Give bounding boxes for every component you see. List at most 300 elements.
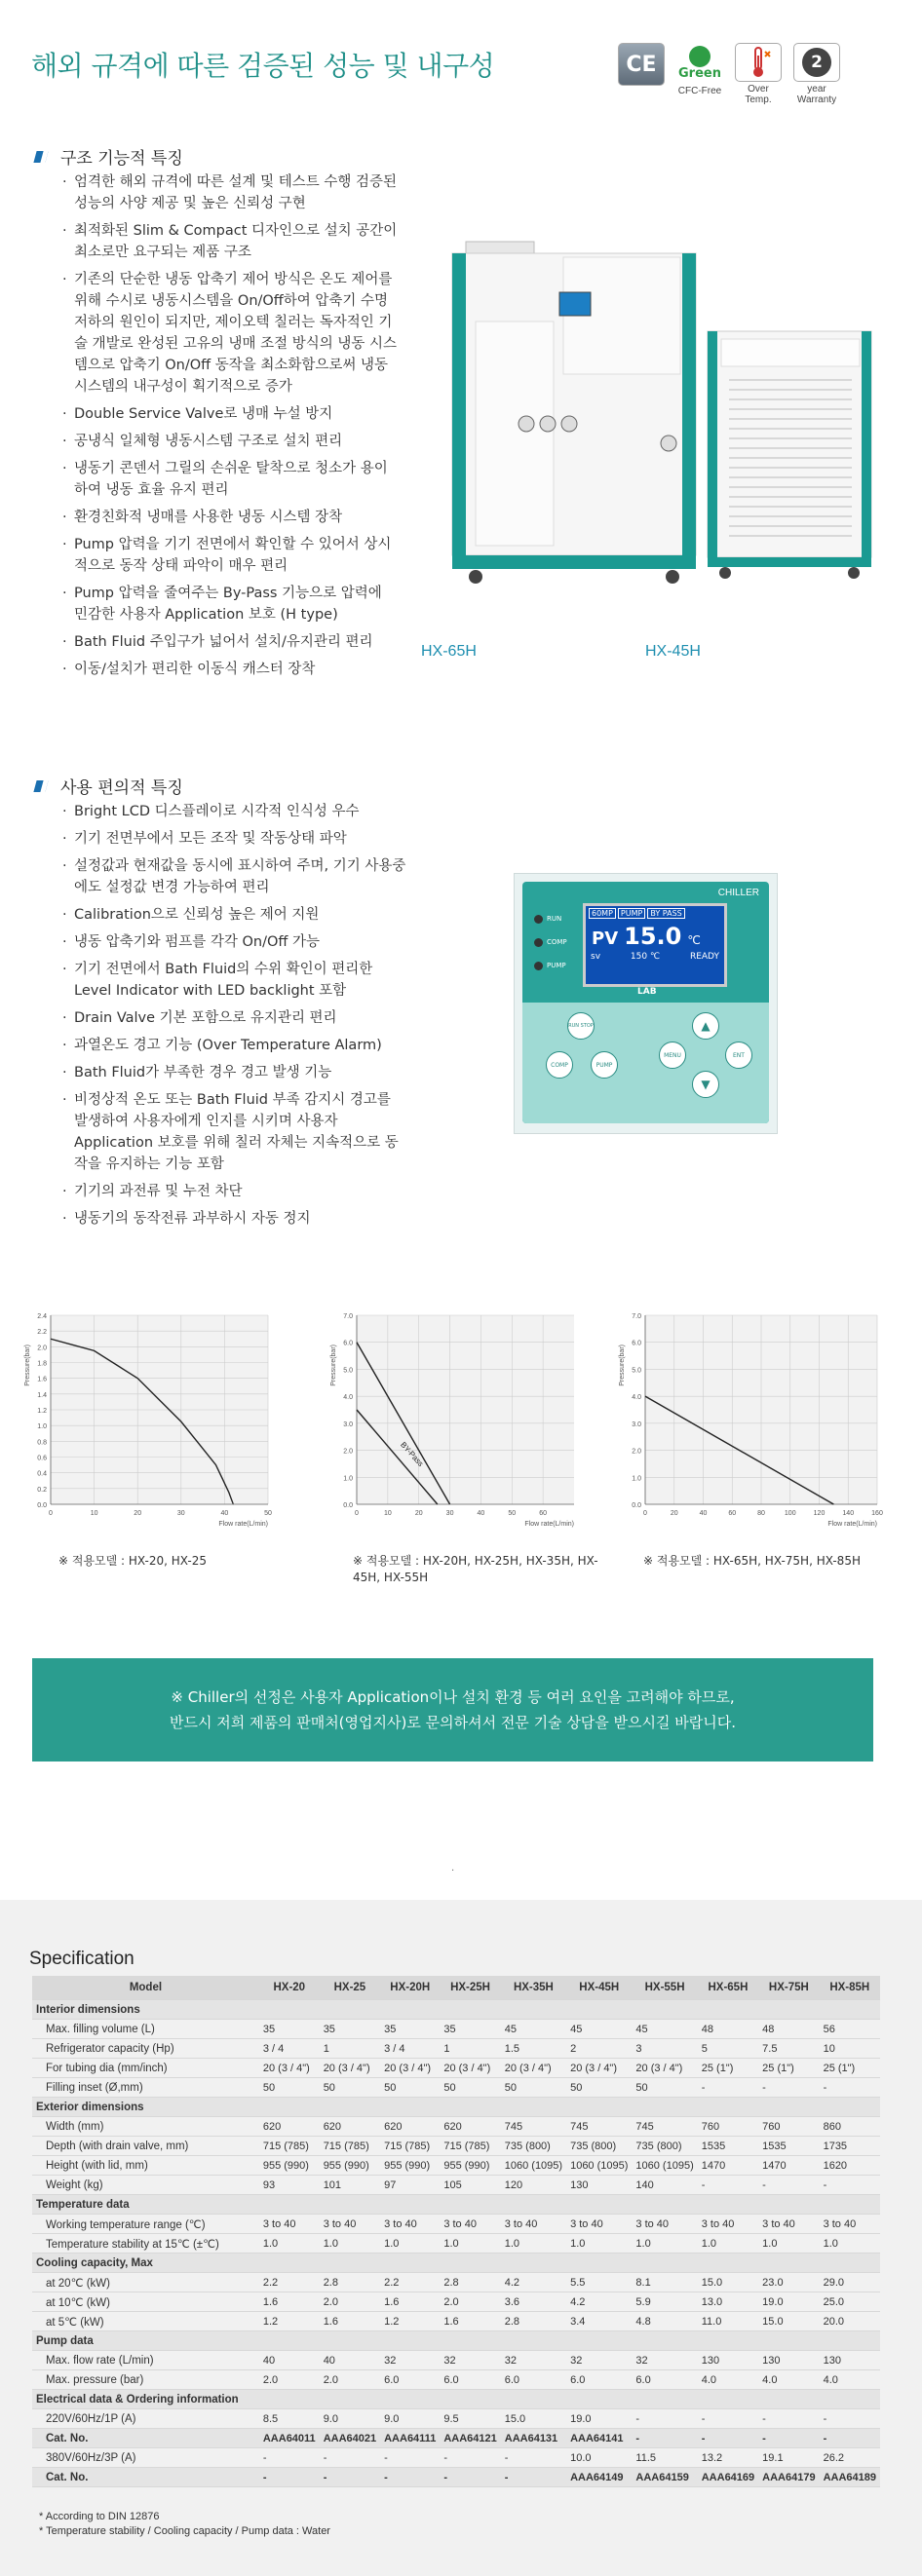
spec-cell: 3 to 40 (698, 2215, 758, 2234)
y-tick-label: 0.6 (37, 1455, 47, 1462)
spec-cell: 2.8 (501, 2312, 566, 2331)
spec-cell: 1060 (1095) (501, 2156, 566, 2176)
spec-cell: 9.5 (440, 2409, 500, 2429)
y-tick-label: 0.2 (37, 1486, 47, 1494)
spec-header-row (32, 1976, 880, 2000)
spec-cell: 2.0 (320, 2370, 380, 2390)
spec-cell: 4.2 (566, 2292, 632, 2312)
list-item: · 엄격한 해외 규격에 따른 설계 및 테스트 수행 검증된 성능의 사양 제공 및 높은 신뢰성 구현 (62, 171, 399, 214)
list-item: · 공냉식 일체형 냉동시스템 구조로 설치 편리 (62, 431, 399, 452)
spec-cell: 3 to 40 (259, 2215, 320, 2234)
over-temp-badge (734, 43, 783, 105)
spec-cell: 955 (990) (440, 2156, 500, 2176)
x-tick-label: 50 (508, 1510, 517, 1517)
green-label: Green (678, 66, 721, 81)
y-tick-label: 7.0 (632, 1313, 641, 1320)
spec-cell: 620 (259, 2117, 320, 2137)
spec-cell: 5 (698, 2039, 758, 2059)
spec-cell: 45 (501, 2020, 566, 2039)
spec-header-cell: HX-20H (380, 1976, 440, 2000)
y-tick-label: 1.0 (37, 1423, 47, 1431)
structure-feature-list (62, 171, 399, 686)
table-row (32, 2234, 880, 2254)
panel-brand: CHILLER (717, 888, 759, 898)
spec-cell: - (259, 2448, 320, 2468)
spec-cell: 50 (320, 2078, 380, 2098)
spec-cell: 130 (758, 2351, 819, 2370)
spec-row-label: Temperature stability at 15℃ (±℃) (32, 2234, 259, 2254)
spec-cell: - (820, 2409, 880, 2429)
x-axis-label: Flow rate(L/min) (827, 1521, 877, 1528)
spec-cell: 8.1 (632, 2273, 697, 2292)
y-tick-label: 0.4 (37, 1470, 47, 1478)
two-year-warranty-icon (793, 43, 840, 82)
run-light-icon (534, 915, 543, 924)
spec-cell: 1 (440, 2039, 500, 2059)
spec-cell: - (380, 2468, 440, 2487)
caption-hx-65h: HX-65H (421, 643, 477, 660)
spec-table (32, 1976, 880, 2487)
pump-button-label: PUMP (595, 1061, 613, 1069)
spec-cell: 955 (990) (259, 2156, 320, 2176)
spec-cell: 735 (800) (501, 2137, 566, 2156)
x-tick-label: 60 (539, 1510, 548, 1517)
spec-cell: 9.0 (380, 2409, 440, 2429)
spec-cell: 20 (3 / 4") (380, 2059, 440, 2078)
table-row (32, 2156, 880, 2176)
spec-cell: 1.0 (632, 2234, 697, 2254)
spec-header-cell: HX-65H (698, 1976, 758, 2000)
list-item: · Pump 압력을 기기 전면에서 확인할 수 있어서 상시적으로 동작 상태 파악이 매우 편리 (62, 534, 399, 577)
x-tick-label: 10 (90, 1510, 98, 1517)
spec-cell: - (758, 2409, 819, 2429)
spec-cell: 19.0 (758, 2292, 819, 2312)
spec-cell: - (632, 2429, 697, 2448)
spec-cell: 1535 (758, 2137, 819, 2156)
list-item: · 비정상적 온도 또는 Bath Fluid 부족 감지시 경고를 발생하여 사용자에게 인지를 시키며 사용자 Application 보호를 위해 칠러 자체는 지속적으로 동작을 유지하는 기능 포함 (62, 1089, 408, 1175)
spec-cell: 3 (632, 2039, 697, 2059)
spec-cell: 26.2 (820, 2448, 880, 2468)
x-tick-label: 30 (176, 1510, 185, 1517)
spec-cell: - (698, 2176, 758, 2195)
down-button[interactable] (692, 1071, 719, 1098)
list-item: · 냉동기의 동작전류 과부하시 자동 정지 (62, 1208, 408, 1230)
spec-cell: 3 to 40 (501, 2215, 566, 2234)
spec-cell: 20 (3 / 4") (320, 2059, 380, 2078)
spec-cell: 35 (320, 2020, 380, 2039)
spec-cell: 3.4 (566, 2312, 632, 2331)
spec-cell: 1.0 (820, 2234, 880, 2254)
spec-cell: 2.8 (320, 2273, 380, 2292)
spec-cell: 40 (259, 2351, 320, 2370)
spec-row-label: Filling inset (Ø,mm) (32, 2078, 259, 2098)
list-item: · 환경친화적 냉매를 사용한 냉동 시스템 장착 (62, 507, 399, 528)
spec-cell: 1470 (758, 2156, 819, 2176)
spec-cell: 20 (3 / 4") (632, 2059, 697, 2078)
y-tick-label: 2.0 (343, 1448, 353, 1456)
pump-light-icon (534, 962, 543, 970)
spec-cell: 760 (698, 2117, 758, 2137)
spec-cell: 35 (380, 2020, 440, 2039)
spec-cell: 4.8 (632, 2312, 697, 2331)
spec-cell: 1060 (1095) (566, 2156, 632, 2176)
spec-row-label: Max. pressure (bar) (32, 2370, 259, 2390)
spec-footnotes (39, 2510, 330, 2539)
spec-cell: 1470 (698, 2156, 758, 2176)
x-tick-label: 20 (670, 1510, 678, 1517)
spec-cell: 3 / 4 (259, 2039, 320, 2059)
y-tick-label: 1.6 (37, 1376, 47, 1383)
list-item: · Bath Fluid 주입구가 넓어서 설치/유지관리 편리 (62, 631, 399, 653)
green-badge (675, 43, 724, 105)
y-tick-label: 1.4 (37, 1391, 47, 1399)
spec-cell: 1.0 (380, 2234, 440, 2254)
spec-cell: 8.5 (259, 2409, 320, 2429)
spec-cell: 715 (785) (259, 2137, 320, 2156)
spec-cell: AAA64131 (501, 2429, 566, 2448)
spec-header-cell: HX-75H (758, 1976, 819, 2000)
spec-cell: 760 (758, 2117, 819, 2137)
structure-heading (35, 144, 183, 169)
ent-button[interactable] (725, 1042, 752, 1069)
spec-cell: - (698, 2078, 758, 2098)
y-tick-label: 1.0 (343, 1475, 353, 1483)
pump-curve-chart-1 (19, 1300, 278, 1543)
warranty-number: 2 (802, 48, 831, 77)
over-temp-label: Over Temp. (745, 84, 772, 105)
spec-cell: 11.0 (698, 2312, 758, 2331)
spec-cell: 105 (440, 2176, 500, 2195)
spec-cell: 50 (380, 2078, 440, 2098)
spec-cell: 745 (566, 2117, 632, 2137)
x-tick-label: 160 (871, 1510, 883, 1517)
spec-cell: 32 (380, 2351, 440, 2370)
warranty-label: year Warranty (796, 84, 837, 105)
spec-cell: 130 (820, 2351, 880, 2370)
pump-curve-chart-3 (614, 1300, 887, 1543)
green-cfc-free-icon (677, 43, 722, 84)
spec-cell: 29.0 (820, 2273, 880, 2292)
pv-unit: ℃ (687, 933, 701, 947)
x-tick-label: 120 (813, 1510, 826, 1517)
spec-cell: 1.0 (501, 2234, 566, 2254)
spec-cell: 1060 (1095) (632, 2156, 697, 2176)
spec-header-cell: HX-20 (259, 1976, 320, 2000)
spec-cell: AAA64159 (632, 2468, 697, 2487)
y-tick-label: 0.0 (632, 1502, 641, 1509)
list-item: · Bright LCD 디스플레이로 시각적 인식성 우수 (62, 801, 408, 822)
spec-cell: - (698, 2409, 758, 2429)
sv-value: 150 ℃ (630, 952, 661, 962)
spec-cell: 3.6 (501, 2292, 566, 2312)
spec-cell: 1.6 (259, 2292, 320, 2312)
spec-cell: 1.6 (440, 2312, 500, 2331)
spec-cell: 15.0 (501, 2409, 566, 2429)
table-row (32, 2059, 880, 2078)
pump-light-label: PUMP (547, 962, 566, 969)
lcd-display (583, 903, 727, 987)
spec-cell: - (698, 2429, 758, 2448)
x-tick-label: 0 (355, 1510, 359, 1517)
spec-group-row (32, 2098, 880, 2117)
spec-cell: 11.5 (632, 2448, 697, 2468)
y-axis-label: Pressure(bar) (330, 1345, 337, 1386)
menu-button[interactable] (659, 1042, 686, 1069)
list-item: · 과열온도 경고 기능 (Over Temperature Alarm) (62, 1035, 408, 1056)
spec-cell: 955 (990) (320, 2156, 380, 2176)
spec-cell: 130 (566, 2176, 632, 2195)
arrow-up-icon: ▲ (701, 1019, 711, 1033)
spec-cell: AAA64169 (698, 2468, 758, 2487)
x-tick-label: 40 (220, 1510, 229, 1517)
spec-cell: 35 (440, 2020, 500, 2039)
spec-cell: 50 (440, 2078, 500, 2098)
spec-cell: 9.0 (320, 2409, 380, 2429)
spec-cell: 6.0 (632, 2370, 697, 2390)
spec-cell: 48 (758, 2020, 819, 2039)
sv-label: sv (591, 952, 601, 962)
run-stop-label: RUN STOP (568, 1023, 594, 1029)
spec-row-label: Depth (with drain valve, mm) (32, 2137, 259, 2156)
spec-cell: 2.0 (259, 2370, 320, 2390)
page-title: 해외 규격에 따른 검증된 성능 및 내구성 (31, 50, 495, 82)
y-tick-label: 0.0 (343, 1502, 353, 1509)
spec-group-label: Pump data (32, 2331, 880, 2351)
spec-cell: - (820, 2176, 880, 2195)
table-row (32, 2273, 880, 2292)
spec-cell: 45 (632, 2020, 697, 2039)
spec-row-label: Height (with lid, mm) (32, 2156, 259, 2176)
table-row (32, 2117, 880, 2137)
spec-cell: 32 (501, 2351, 566, 2370)
spec-row-label: 220V/60Hz/1P (A) (32, 2409, 259, 2429)
spec-header-cell: HX-45H (566, 1976, 632, 2000)
spec-row-label: Weight (kg) (32, 2176, 259, 2195)
y-tick-label: 1.0 (632, 1475, 641, 1483)
x-tick-label: 80 (757, 1510, 765, 1517)
spec-cell: 15.0 (758, 2312, 819, 2331)
usability-heading-text: 사용 편의적 특징 (60, 778, 183, 798)
table-row (32, 2448, 880, 2468)
y-tick-label: 1.2 (37, 1408, 47, 1415)
spec-cell: 2.8 (440, 2273, 500, 2292)
spec-header-cell: HX-35H (501, 1976, 566, 2000)
footnote: * According to DIN 12876 (39, 2511, 160, 2522)
table-row (32, 2137, 880, 2156)
lcd-status: PUMP (618, 908, 645, 919)
usability-heading (35, 774, 183, 798)
spec-cell: - (758, 2078, 819, 2098)
spec-cell: 1735 (820, 2137, 880, 2156)
spec-cell: 13.2 (698, 2448, 758, 2468)
spec-cell: 3 to 40 (380, 2215, 440, 2234)
spec-cell: 10.0 (566, 2448, 632, 2468)
spec-cell: 50 (259, 2078, 320, 2098)
spec-cell: 745 (632, 2117, 697, 2137)
spec-cell: 4.0 (758, 2370, 819, 2390)
spec-cell: - (820, 2078, 880, 2098)
spec-group-row (32, 2195, 880, 2215)
spec-cell: 2.0 (440, 2292, 500, 2312)
spec-row-label: Cat. No. (32, 2429, 259, 2448)
pump-button[interactable] (591, 1051, 618, 1079)
spec-cell: 1.0 (698, 2234, 758, 2254)
table-row (32, 2039, 880, 2059)
spec-cell: 40 (320, 2351, 380, 2370)
spec-cell: 4.2 (501, 2273, 566, 2292)
spec-cell: 1.0 (566, 2234, 632, 2254)
x-tick-label: 20 (414, 1510, 423, 1517)
ent-button-label: ENT (733, 1051, 745, 1059)
spec-cell: 5.5 (566, 2273, 632, 2292)
comp-light-label: COMP (547, 938, 567, 946)
spec-row-label: Width (mm) (32, 2117, 259, 2137)
y-tick-label: 4.0 (343, 1394, 353, 1402)
spec-cell: 120 (501, 2176, 566, 2195)
y-tick-label: 5.0 (632, 1367, 641, 1375)
list-item: · 최적화된 Slim & Compact 디자인으로 설치 공간이 최소로만 요구되는 제품 구조 (62, 220, 399, 263)
spec-cell: 4.0 (820, 2370, 880, 2390)
y-tick-label: 3.0 (343, 1421, 353, 1428)
spec-cell: 19.1 (758, 2448, 819, 2468)
spec-cell: 6.0 (380, 2370, 440, 2390)
spec-cell: 20 (3 / 4") (501, 2059, 566, 2078)
spec-cell: 3 to 40 (820, 2215, 880, 2234)
spec-cell: AAA64141 (566, 2429, 632, 2448)
x-tick-label: 0 (643, 1510, 647, 1517)
list-item: · Drain Valve 기본 포함으로 유지관리 편리 (62, 1007, 408, 1029)
y-tick-label: 6.0 (343, 1340, 353, 1347)
y-axis-label: Pressure(bar) (24, 1345, 31, 1386)
spec-cell: 3 to 40 (566, 2215, 632, 2234)
comp-light-icon (534, 938, 543, 947)
spec-cell: 860 (820, 2117, 880, 2137)
caption-hx-45h: HX-45H (645, 643, 701, 660)
y-tick-label: 2.0 (37, 1345, 47, 1352)
spec-row-label: at 10℃ (kW) (32, 2292, 259, 2312)
spec-header-cell: HX-85H (820, 1976, 880, 2000)
table-row (32, 2020, 880, 2039)
spec-cell: 715 (785) (440, 2137, 500, 2156)
up-button[interactable] (692, 1012, 719, 1040)
spec-title: Specification (29, 1949, 134, 1969)
arrow-down-icon: ▼ (701, 1078, 711, 1091)
spec-cell: 50 (632, 2078, 697, 2098)
section-marker-icon (35, 778, 53, 794)
spec-cell: - (820, 2429, 880, 2448)
usability-feature-list (62, 801, 408, 1235)
product-illustration (417, 224, 875, 614)
control-panel (514, 873, 778, 1134)
spec-row-label: Cat. No. (32, 2468, 259, 2487)
spec-cell: AAA64189 (820, 2468, 880, 2487)
spec-cell: 1.6 (380, 2292, 440, 2312)
y-tick-label: 3.0 (632, 1421, 641, 1428)
spec-cell: 32 (632, 2351, 697, 2370)
comp-button-label: COMP (551, 1061, 568, 1069)
state-label: READY (689, 952, 719, 962)
spec-row-label: For tubing dia (mm/inch) (32, 2059, 259, 2078)
run-stop-button[interactable] (567, 1012, 595, 1040)
spec-cell: 620 (320, 2117, 380, 2137)
spec-cell: 6.0 (440, 2370, 500, 2390)
bypass-annotation: BY-Pass (399, 1440, 426, 1468)
notice-line-2: 반드시 저희 제품의 판매처(영업지사)로 문의하셔서 전문 기술 상담을 받으시길 바랍니다. (169, 1714, 737, 1731)
spec-cell: - (758, 2176, 819, 2195)
menu-button-label: MENU (664, 1051, 681, 1059)
table-row (32, 2292, 880, 2312)
y-axis-label: Pressure(bar) (619, 1345, 626, 1386)
spec-cell: 45 (566, 2020, 632, 2039)
spec-row-label: 380V/60Hz/3P (A) (32, 2448, 259, 2468)
spec-cell: - (501, 2468, 566, 2487)
x-tick-label: 140 (842, 1510, 855, 1517)
spec-cell: 1.0 (320, 2234, 380, 2254)
plot-area (357, 1315, 574, 1504)
spec-header-cell: HX-55H (632, 1976, 697, 2000)
spec-cell: 48 (698, 2020, 758, 2039)
spec-cell: - (380, 2448, 440, 2468)
x-tick-label: 50 (264, 1510, 272, 1517)
certification-badges (617, 43, 841, 105)
list-item: · Double Service Valve로 냉매 누설 방지 (62, 403, 399, 425)
spec-cell: 1.0 (440, 2234, 500, 2254)
x-tick-label: 100 (784, 1510, 796, 1517)
spec-group-label: Cooling capacity, Max (32, 2254, 880, 2273)
spec-cell: 15.0 (698, 2273, 758, 2292)
spec-row-label: Max. filling volume (L) (32, 2020, 259, 2039)
spec-cell: - (758, 2429, 819, 2448)
spec-row-label: Max. flow rate (L/min) (32, 2351, 259, 2370)
x-tick-label: 40 (699, 1510, 708, 1517)
spec-row-label: Refrigerator capacity (Hp) (32, 2039, 259, 2059)
y-tick-label: 2.2 (37, 1329, 47, 1337)
spec-cell: 1.0 (758, 2234, 819, 2254)
pv-label: PV (592, 928, 619, 949)
spec-cell: 140 (632, 2176, 697, 2195)
spec-cell: 32 (440, 2351, 500, 2370)
spec-cell: 35 (259, 2020, 320, 2039)
section-marker-icon (35, 149, 53, 165)
y-tick-label: 0.8 (37, 1439, 47, 1447)
spec-cell: 3 / 4 (380, 2039, 440, 2059)
indicator-lights (534, 907, 579, 977)
table-row (32, 2468, 880, 2487)
y-tick-label: 7.0 (343, 1313, 353, 1320)
x-tick-label: 60 (728, 1510, 737, 1517)
comp-button[interactable] (546, 1051, 573, 1079)
spec-cell: - (440, 2468, 500, 2487)
table-row (32, 2312, 880, 2331)
spec-cell: 25 (1") (698, 2059, 758, 2078)
spec-cell: 25.0 (820, 2292, 880, 2312)
structure-heading-text: 구조 기능적 특징 (60, 149, 183, 169)
list-item: · Pump 압력을 줄여주는 By-Pass 기능으로 압력에 민감한 사용자 Application 보호 (H type) (62, 583, 399, 625)
spec-group-label: Exterior dimensions (32, 2098, 880, 2117)
spec-cell: 3 to 40 (632, 2215, 697, 2234)
table-row (32, 2176, 880, 2195)
spec-cell: 955 (990) (380, 2156, 440, 2176)
spec-cell: - (259, 2468, 320, 2487)
spec-cell: 101 (320, 2176, 380, 2195)
spec-cell: 10 (820, 2039, 880, 2059)
list-item: · Bath Fluid가 부족한 경우 경고 발생 기능 (62, 1062, 408, 1083)
spec-cell: 1.2 (380, 2312, 440, 2331)
spec-group-row (32, 2254, 880, 2273)
y-tick-label: 2.0 (632, 1448, 641, 1456)
x-axis-label: Flow rate(L/min) (524, 1521, 574, 1528)
spec-cell: 5.9 (632, 2292, 697, 2312)
